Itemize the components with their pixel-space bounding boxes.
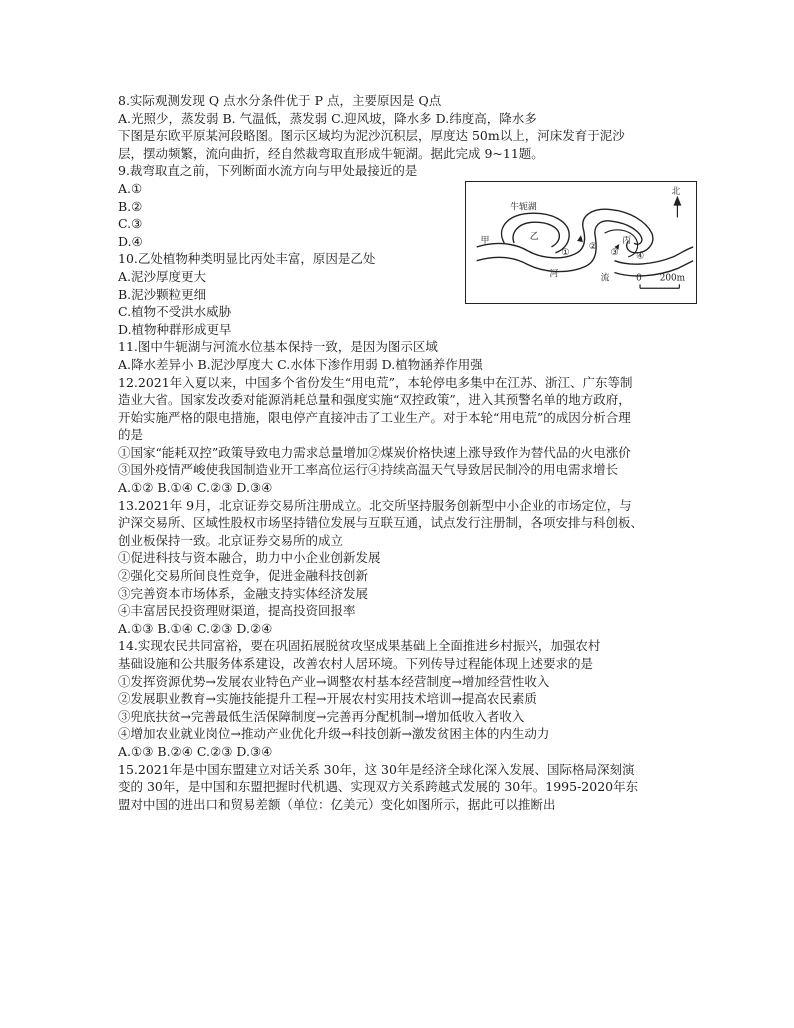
q13-statement-3: ③完善资本市场体系，金融支持实体经济发展 (118, 585, 369, 601)
river-map (466, 182, 696, 303)
q14-stem-line-2: 基础设施和公共服务体系建设，改善农村人居环境。下列传导过程能体现上述要求的是 (118, 656, 594, 671)
river-bank-east (614, 247, 693, 264)
q10-option-d: D.植物种群形成更早 (118, 321, 232, 337)
flow-arrow-1 (577, 235, 583, 242)
q14-statement-1: ①发挥资源优势→发展农业特色产业→调整农村基本经营制度→增加经营性收入 (118, 673, 550, 689)
river-map-figure (465, 181, 697, 304)
q8-options: A.光照少，蒸发弱 B. 气温低，蒸发弱 C.迎风坡，降水多 D.纬度高，降水多 (118, 110, 537, 126)
q11-options: A.降水差异小 B.泥沙厚度大 C.水体下渗作用弱 D.植物涵养作用强 (118, 356, 483, 372)
q11-stem: 11.图中牛轭湖与河流水位基本保持一致，是因为图示区域 (118, 339, 438, 355)
passage-9-11-line-1: 下图是东欧平原某河段略图。图示区域均为泥沙沉积层，厚度达 50m以上，河床发育于泥沙 (118, 128, 625, 144)
q12-options: A.①② B.①④ C.②③ D.③④ (118, 480, 273, 496)
q9-stem: 9.裁弯取直之前，下列断面水流方向与甲处最接近的是 (118, 163, 418, 179)
q12-statements-3-4: ③国外疫情严峻使我国制造业开工率高位运行④持续高温天气导致居民制冷的用电需求增长 (118, 462, 619, 478)
q14-options: A.①③ B.②④ C.②③ D.③④ (118, 743, 273, 759)
scale-length-label: 200m (659, 273, 685, 284)
section-2-marker: ② (588, 241, 597, 252)
q13-statement-4: ④丰富居民投资理财渠道，提高投资回报率 (118, 603, 356, 619)
north-arrow (673, 196, 681, 218)
q9-option-d: D.④ (118, 233, 143, 249)
q10-option-c: C.植物不受洪水威胁 (118, 304, 232, 320)
q12-stem-line-2: 造业大省。国家发改委对能源消耗总量和强度实施“双控政策”，进入其预警名单的地方政府， (118, 392, 631, 408)
river-liu-label: 流 (600, 273, 610, 284)
passage-9-11-line-2: 层，摆动频繁，流向曲折，经自然裁弯取直形成牛轭湖。据此完成 9~11题。 (118, 145, 544, 161)
q14-statement-4: ④增加农业就业岗位→推动产业优化升级→科技创新→激发贫困主体的内生动力 (118, 726, 550, 742)
section-1-marker: ① (561, 247, 570, 258)
q13-stem-line-2: 沪深交易所、区域性股权市场坚持错位发展与互联互通，试点发行注册制，各项安排与科创板、 (118, 515, 644, 531)
q10-stem: 10.乙处植物种类明显比丙处丰富，原因是乙处 (118, 251, 376, 267)
q12-statements-1-2: ①国家“能耗双控”政策导致电力需求总量增加②煤炭价格快速上涨导致作为替代品的火电涨价 (118, 444, 631, 460)
q15-stem-line-3: 盟对中国的进出口和贸易差额（单位：亿美元）变化如图所示，据此可以推断出 (118, 796, 556, 812)
q13-statement-1: ①促进科技与资本融合，助力中小企业创新发展 (118, 550, 381, 566)
q9-option-c: C.③ (118, 216, 143, 232)
oxbow-lake-label: 牛轭湖 (510, 202, 537, 213)
q13-stem-line-1: 13.2021年 9月，北京证券交易所注册成立。北交所坚持服务创新型中小企业的市场定位，与 (118, 497, 632, 513)
q8-stem: 8.实际观测发现 Q 点水分条件优于 P 点，主要原因是 Q点 (118, 93, 442, 108)
river-he-label: 河 (549, 269, 559, 280)
q14-statement-3: ③兜底扶贫→完善最低生活保障制度→完善再分配机制→增加低收入者收入 (118, 708, 525, 724)
q9-option-a: A.① (118, 180, 143, 196)
scale-zero-label: 0 (636, 273, 642, 284)
q12-stem-line-4: 的是 (118, 427, 144, 443)
site-yi-label: 乙 (529, 232, 539, 243)
q14-statement-2: ②发展职业教育→实施技能提升工程→开展农村实用技术培训→提高农民素质 (118, 691, 537, 707)
q15-stem-line-1: 15.2021年是中国东盟建立对话关系 30年，这 30年是经济全球化深入发展、国际格局深刻演 (118, 761, 635, 777)
q13-statement-2: ②强化交易所间良性竞争，促进金融科技创新 (118, 568, 369, 584)
q13-stem-line-3: 创业板保持一致。北京证券交易所的成立 (118, 532, 344, 548)
scale-bar (640, 284, 679, 288)
site-jia-label: 甲 (480, 235, 490, 246)
q10-option-b: B.泥沙颗粒更细 (118, 286, 207, 302)
q12-stem-line-1: 12.2021年入夏以来，中国多个省份发生“用电荒”，本轮停电多集中在江苏、浙江、广东等制 (118, 374, 633, 390)
q15-stem-line-2: 变的 30年，是中国和东盟把握时代机遇、实现双方关系跨越式发展的 30年。1995-2020年东 (118, 779, 639, 795)
site-bing-label: 丙 (622, 235, 632, 246)
q14-stem-line-1: 14.实现农民共同富裕，要在巩固拓展脱贫攻坚成果基础上全面推进乡村振兴，加强农村 (118, 638, 601, 654)
section-3-marker: ③ (610, 247, 619, 258)
q12-stem-line-3: 开始实施严格的限电措施，限电停产直接冲击了工业生产。对于本轮“用电荒”的成因分析合理 (118, 409, 631, 425)
q10-option-a: A.泥沙厚度更大 (118, 268, 207, 284)
q9-option-b: B.② (118, 198, 143, 214)
section-4-marker: ④ (636, 251, 645, 262)
north-label: 北 (671, 186, 681, 197)
q13-options: A.①③ B.①④ C.②③ D.②④ (118, 620, 273, 636)
